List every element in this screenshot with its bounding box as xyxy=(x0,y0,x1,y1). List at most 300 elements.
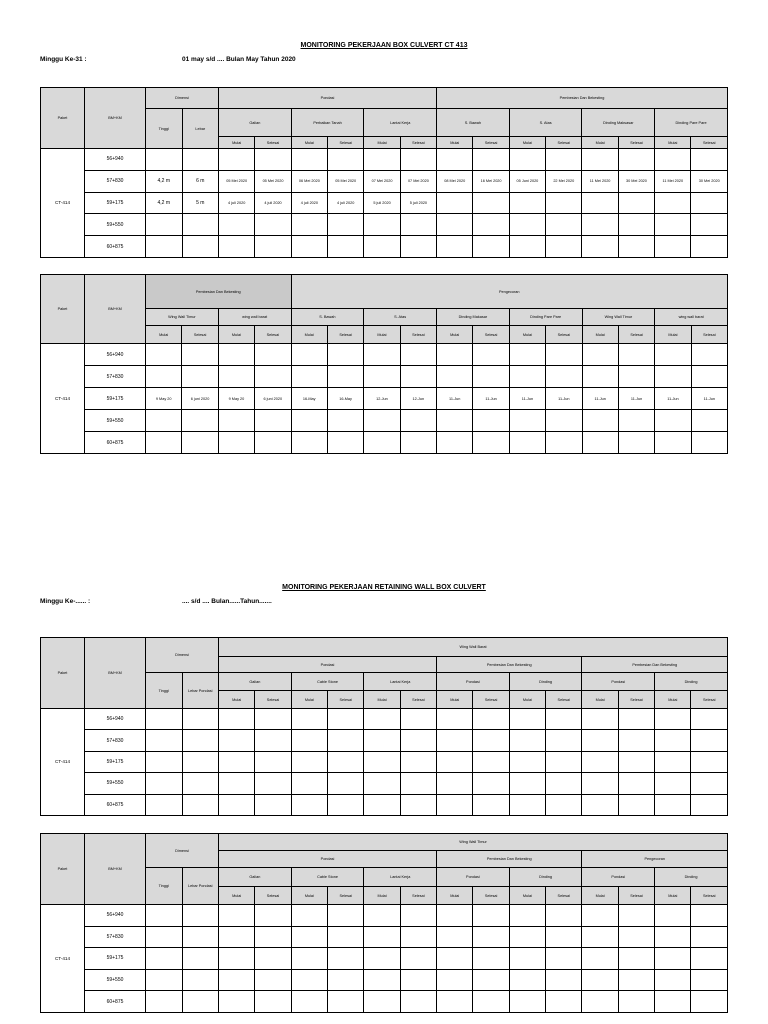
table-cell[interactable]: 30 Mei 2020 xyxy=(691,170,728,192)
table-cell[interactable] xyxy=(255,236,291,258)
table-cell[interactable] xyxy=(582,344,618,366)
table-cell[interactable] xyxy=(146,794,183,815)
table-cell[interactable]: 05 Mei 2020 xyxy=(328,170,364,192)
table-cell[interactable] xyxy=(473,432,509,454)
table-cell[interactable] xyxy=(255,926,291,948)
table-cell[interactable] xyxy=(582,432,618,454)
table-cell[interactable] xyxy=(691,905,728,927)
table-cell[interactable] xyxy=(655,432,691,454)
table-cell[interactable] xyxy=(364,969,400,991)
table-cell[interactable] xyxy=(219,905,255,927)
table-cell[interactable] xyxy=(328,991,364,1013)
table-cell[interactable] xyxy=(437,192,473,214)
table-cell[interactable] xyxy=(182,991,219,1013)
table-cell[interactable] xyxy=(509,794,545,815)
table-cell[interactable] xyxy=(691,948,728,970)
table-cell[interactable] xyxy=(400,751,436,772)
table-cell[interactable] xyxy=(400,730,436,751)
table-cell[interactable] xyxy=(546,926,582,948)
table-cell[interactable] xyxy=(691,344,727,366)
table-cell[interactable] xyxy=(691,432,727,454)
table-cell[interactable]: 6 juni 2020 xyxy=(182,388,218,410)
table-cell[interactable] xyxy=(328,773,364,794)
table-cell[interactable] xyxy=(437,969,473,991)
table-cell[interactable] xyxy=(437,149,473,171)
table-cell[interactable] xyxy=(509,366,545,388)
table-cell[interactable] xyxy=(618,149,654,171)
table-cell[interactable] xyxy=(582,794,618,815)
table-cell[interactable]: 07 Mei 2020 xyxy=(364,170,400,192)
table-cell[interactable] xyxy=(328,926,364,948)
table-cell[interactable] xyxy=(182,730,219,751)
table-cell[interactable] xyxy=(182,905,219,927)
table-cell[interactable] xyxy=(546,236,582,258)
table-cell[interactable] xyxy=(364,730,400,751)
table-cell[interactable] xyxy=(582,751,618,772)
table-cell[interactable] xyxy=(219,709,255,730)
table-cell[interactable] xyxy=(182,948,219,970)
table-cell[interactable]: 5 juli 2020 xyxy=(364,192,400,214)
table-cell[interactable] xyxy=(291,969,327,991)
table-cell[interactable] xyxy=(400,410,436,432)
table-cell[interactable]: 5 m xyxy=(182,192,219,214)
table-cell[interactable] xyxy=(255,773,291,794)
table-cell[interactable] xyxy=(146,730,183,751)
table-cell[interactable] xyxy=(291,751,327,772)
table-cell[interactable] xyxy=(582,730,618,751)
table-cell[interactable] xyxy=(219,926,255,948)
table-cell[interactable] xyxy=(400,905,436,927)
table-cell[interactable] xyxy=(473,149,509,171)
table-cell[interactable] xyxy=(655,366,691,388)
table-cell[interactable] xyxy=(146,410,182,432)
table-cell[interactable]: 08 Mei 2020 xyxy=(437,170,473,192)
table-cell[interactable] xyxy=(291,730,327,751)
table-cell[interactable] xyxy=(582,773,618,794)
table-cell[interactable] xyxy=(509,149,545,171)
table-cell[interactable] xyxy=(327,366,363,388)
table-cell[interactable] xyxy=(364,366,400,388)
table-cell[interactable] xyxy=(437,991,473,1013)
table-cell[interactable] xyxy=(255,948,291,970)
table-cell[interactable] xyxy=(655,192,691,214)
table-cell[interactable]: 11-Jun xyxy=(691,388,727,410)
table-cell[interactable] xyxy=(291,214,327,236)
table-cell[interactable] xyxy=(255,709,291,730)
table-cell[interactable] xyxy=(546,905,582,927)
table-cell[interactable] xyxy=(582,991,618,1013)
table-cell[interactable] xyxy=(400,214,436,236)
table-cell[interactable]: 11-Jun xyxy=(618,388,654,410)
table-cell[interactable]: 11 Mei 2020 xyxy=(655,170,691,192)
table-cell[interactable] xyxy=(546,794,582,815)
table-cell[interactable] xyxy=(437,344,473,366)
table-cell[interactable] xyxy=(146,948,183,970)
table-cell[interactable] xyxy=(291,794,327,815)
table-cell[interactable] xyxy=(146,905,183,927)
table-cell[interactable] xyxy=(691,236,728,258)
table-cell[interactable] xyxy=(182,794,219,815)
table-cell[interactable] xyxy=(328,236,364,258)
table-cell[interactable] xyxy=(182,751,219,772)
table-cell[interactable] xyxy=(691,192,728,214)
table-cell[interactable]: 4 juli 2020 xyxy=(328,192,364,214)
table-cell[interactable] xyxy=(219,948,255,970)
table-cell[interactable] xyxy=(582,948,618,970)
table-cell[interactable] xyxy=(364,236,400,258)
table-cell[interactable] xyxy=(328,905,364,927)
table-cell[interactable] xyxy=(473,991,509,1013)
table-cell[interactable] xyxy=(364,410,400,432)
table-cell[interactable] xyxy=(546,366,582,388)
table-cell[interactable] xyxy=(219,969,255,991)
table-cell[interactable] xyxy=(618,751,654,772)
table-cell[interactable]: 6 juni 2020 xyxy=(255,388,291,410)
table-cell[interactable] xyxy=(182,214,219,236)
table-cell[interactable] xyxy=(473,751,509,772)
table-cell[interactable]: 05 Mei 2020 xyxy=(219,170,255,192)
table-cell[interactable] xyxy=(655,410,691,432)
table-cell[interactable] xyxy=(146,751,183,772)
table-cell[interactable] xyxy=(582,905,618,927)
table-cell[interactable] xyxy=(582,709,618,730)
table-cell[interactable] xyxy=(582,366,618,388)
table-cell[interactable] xyxy=(182,344,218,366)
table-cell[interactable] xyxy=(691,794,728,815)
table-cell[interactable] xyxy=(255,366,291,388)
table-cell[interactable] xyxy=(691,709,728,730)
table-cell[interactable] xyxy=(509,926,545,948)
table-cell[interactable]: 6 m xyxy=(182,170,219,192)
table-cell[interactable] xyxy=(691,991,728,1013)
table-cell[interactable] xyxy=(509,192,545,214)
table-cell[interactable] xyxy=(655,948,691,970)
table-cell[interactable] xyxy=(437,751,473,772)
table-cell[interactable] xyxy=(291,366,327,388)
table-cell[interactable] xyxy=(219,751,255,772)
table-cell[interactable] xyxy=(291,149,327,171)
table-cell[interactable]: 05 Juni 2020 xyxy=(509,170,545,192)
table-cell[interactable] xyxy=(146,236,183,258)
table-cell[interactable] xyxy=(364,926,400,948)
table-cell[interactable] xyxy=(473,905,509,927)
table-cell[interactable]: 4,2 m xyxy=(146,170,183,192)
table-cell[interactable] xyxy=(473,709,509,730)
table-cell[interactable] xyxy=(146,432,182,454)
table-cell[interactable] xyxy=(473,214,509,236)
table-cell[interactable] xyxy=(400,773,436,794)
table-cell[interactable] xyxy=(255,730,291,751)
table-cell[interactable] xyxy=(546,214,582,236)
table-cell[interactable] xyxy=(400,344,436,366)
table-cell[interactable] xyxy=(218,432,254,454)
table-cell[interactable]: 4 juli 2020 xyxy=(219,192,255,214)
table-cell[interactable] xyxy=(291,709,327,730)
table-cell[interactable] xyxy=(437,730,473,751)
table-cell[interactable] xyxy=(255,410,291,432)
table-cell[interactable]: 11-Jun xyxy=(546,388,582,410)
table-cell[interactable] xyxy=(364,709,400,730)
table-cell[interactable] xyxy=(437,432,473,454)
table-cell[interactable] xyxy=(655,149,691,171)
table-cell[interactable] xyxy=(655,969,691,991)
table-cell[interactable] xyxy=(691,969,728,991)
table-cell[interactable] xyxy=(546,709,582,730)
table-cell[interactable] xyxy=(146,773,183,794)
table-cell[interactable] xyxy=(400,149,436,171)
table-cell[interactable] xyxy=(655,236,691,258)
table-cell[interactable] xyxy=(219,214,255,236)
table-cell[interactable] xyxy=(691,149,728,171)
table-cell[interactable] xyxy=(364,773,400,794)
table-cell[interactable] xyxy=(400,948,436,970)
table-cell[interactable] xyxy=(582,236,618,258)
table-cell[interactable] xyxy=(618,432,654,454)
table-cell[interactable] xyxy=(618,905,654,927)
table-cell[interactable] xyxy=(473,730,509,751)
table-cell[interactable] xyxy=(146,149,183,171)
table-cell[interactable] xyxy=(546,410,582,432)
table-cell[interactable] xyxy=(437,366,473,388)
table-cell[interactable] xyxy=(291,773,327,794)
table-cell[interactable]: 11-Jun xyxy=(582,388,618,410)
table-cell[interactable] xyxy=(255,432,291,454)
table-cell[interactable] xyxy=(691,730,728,751)
table-cell[interactable] xyxy=(473,794,509,815)
table-cell[interactable] xyxy=(509,709,545,730)
table-cell[interactable] xyxy=(691,366,727,388)
table-cell[interactable] xyxy=(473,236,509,258)
table-cell[interactable] xyxy=(146,926,183,948)
table-cell[interactable] xyxy=(473,773,509,794)
table-cell[interactable] xyxy=(509,410,545,432)
table-cell[interactable] xyxy=(182,969,219,991)
table-cell[interactable] xyxy=(364,751,400,772)
table-cell[interactable] xyxy=(400,926,436,948)
table-cell[interactable] xyxy=(546,192,582,214)
table-cell[interactable] xyxy=(437,773,473,794)
table-cell[interactable] xyxy=(655,773,691,794)
table-cell[interactable] xyxy=(327,410,363,432)
table-cell[interactable] xyxy=(328,751,364,772)
table-cell[interactable]: 11-Jun xyxy=(655,388,691,410)
table-cell[interactable] xyxy=(618,969,654,991)
table-cell[interactable] xyxy=(400,991,436,1013)
table-cell[interactable] xyxy=(582,926,618,948)
table-cell[interactable]: 05 Mei 2020 xyxy=(255,170,291,192)
table-cell[interactable] xyxy=(364,905,400,927)
table-cell[interactable] xyxy=(655,905,691,927)
table-cell[interactable] xyxy=(618,991,654,1013)
table-cell[interactable] xyxy=(582,969,618,991)
table-cell[interactable]: 16-May xyxy=(291,388,327,410)
table-cell[interactable] xyxy=(364,344,400,366)
table-cell[interactable]: 16-May xyxy=(327,388,363,410)
table-cell[interactable] xyxy=(146,344,182,366)
table-cell[interactable]: 11-Jun xyxy=(509,388,545,410)
table-cell[interactable] xyxy=(364,149,400,171)
table-cell[interactable] xyxy=(509,948,545,970)
table-cell[interactable]: 9 May 20 xyxy=(218,388,254,410)
table-cell[interactable] xyxy=(618,192,654,214)
table-cell[interactable] xyxy=(328,149,364,171)
table-cell[interactable] xyxy=(509,344,545,366)
table-cell[interactable] xyxy=(618,410,654,432)
table-cell[interactable] xyxy=(255,991,291,1013)
table-cell[interactable] xyxy=(327,344,363,366)
table-cell[interactable] xyxy=(691,773,728,794)
table-cell[interactable] xyxy=(691,751,728,772)
table-cell[interactable] xyxy=(691,214,728,236)
table-cell[interactable] xyxy=(618,926,654,948)
table-cell[interactable] xyxy=(255,794,291,815)
table-cell[interactable] xyxy=(364,214,400,236)
table-cell[interactable]: 11-Jun xyxy=(437,388,473,410)
table-cell[interactable] xyxy=(546,432,582,454)
table-cell[interactable] xyxy=(618,214,654,236)
table-cell[interactable] xyxy=(691,926,728,948)
table-cell[interactable]: 07 Mei 2020 xyxy=(400,170,436,192)
table-cell[interactable] xyxy=(182,236,219,258)
table-cell[interactable] xyxy=(618,948,654,970)
table-cell[interactable] xyxy=(618,794,654,815)
table-cell[interactable] xyxy=(146,991,183,1013)
table-cell[interactable] xyxy=(400,709,436,730)
table-cell[interactable] xyxy=(473,192,509,214)
table-cell[interactable] xyxy=(546,991,582,1013)
table-cell[interactable] xyxy=(400,969,436,991)
table-cell[interactable]: 11-Jun xyxy=(473,388,509,410)
table-cell[interactable] xyxy=(618,773,654,794)
table-cell[interactable] xyxy=(437,410,473,432)
table-cell[interactable] xyxy=(618,709,654,730)
table-cell[interactable]: 06 Mei 2020 xyxy=(291,170,327,192)
table-cell[interactable] xyxy=(546,948,582,970)
table-cell[interactable] xyxy=(546,969,582,991)
table-cell[interactable] xyxy=(182,410,218,432)
table-cell[interactable] xyxy=(691,410,727,432)
table-cell[interactable] xyxy=(546,730,582,751)
table-cell[interactable] xyxy=(582,214,618,236)
table-cell[interactable] xyxy=(655,730,691,751)
table-cell[interactable] xyxy=(146,709,183,730)
table-cell[interactable] xyxy=(509,773,545,794)
table-cell[interactable]: 9 May 20 xyxy=(146,388,182,410)
table-cell[interactable] xyxy=(655,214,691,236)
table-cell[interactable] xyxy=(509,214,545,236)
table-cell[interactable] xyxy=(618,730,654,751)
table-cell[interactable]: 4,2 m xyxy=(146,192,183,214)
table-cell[interactable] xyxy=(582,410,618,432)
table-cell[interactable] xyxy=(509,991,545,1013)
table-cell[interactable] xyxy=(546,344,582,366)
table-cell[interactable] xyxy=(655,926,691,948)
table-cell[interactable] xyxy=(473,410,509,432)
table-cell[interactable] xyxy=(328,969,364,991)
table-cell[interactable] xyxy=(182,149,219,171)
table-cell[interactable] xyxy=(582,149,618,171)
table-cell[interactable] xyxy=(364,432,400,454)
table-cell[interactable] xyxy=(219,236,255,258)
table-cell[interactable] xyxy=(182,926,219,948)
table-cell[interactable] xyxy=(400,366,436,388)
table-cell[interactable] xyxy=(437,926,473,948)
table-cell[interactable] xyxy=(291,991,327,1013)
table-cell[interactable] xyxy=(582,192,618,214)
table-cell[interactable] xyxy=(328,709,364,730)
table-cell[interactable] xyxy=(437,214,473,236)
table-cell[interactable] xyxy=(437,236,473,258)
table-cell[interactable] xyxy=(618,366,654,388)
table-cell[interactable] xyxy=(255,344,291,366)
table-cell[interactable] xyxy=(328,214,364,236)
table-cell[interactable] xyxy=(400,794,436,815)
table-cell[interactable] xyxy=(437,794,473,815)
table-cell[interactable] xyxy=(327,432,363,454)
table-cell[interactable] xyxy=(437,709,473,730)
table-cell[interactable] xyxy=(618,344,654,366)
table-cell[interactable] xyxy=(473,366,509,388)
table-cell[interactable] xyxy=(473,344,509,366)
table-cell[interactable] xyxy=(255,751,291,772)
table-cell[interactable] xyxy=(546,773,582,794)
table-cell[interactable]: 22 Mei 2020 xyxy=(546,170,582,192)
table-cell[interactable] xyxy=(618,236,654,258)
table-cell[interactable]: 30 Mei 2020 xyxy=(618,170,654,192)
table-cell[interactable] xyxy=(219,773,255,794)
table-cell[interactable]: 12-Jun xyxy=(364,388,400,410)
table-cell[interactable] xyxy=(255,214,291,236)
table-cell[interactable] xyxy=(328,794,364,815)
table-cell[interactable]: 16 Mei 2020 xyxy=(473,170,509,192)
table-cell[interactable] xyxy=(437,948,473,970)
table-cell[interactable]: 4 juli 2020 xyxy=(255,192,291,214)
table-cell[interactable]: 5 juli 2020 xyxy=(400,192,436,214)
table-cell[interactable] xyxy=(364,948,400,970)
table-cell[interactable] xyxy=(655,344,691,366)
table-cell[interactable] xyxy=(219,730,255,751)
table-cell[interactable] xyxy=(509,432,545,454)
table-cell[interactable] xyxy=(291,236,327,258)
table-cell[interactable] xyxy=(146,366,182,388)
table-cell[interactable] xyxy=(364,794,400,815)
table-cell[interactable] xyxy=(509,905,545,927)
table-cell[interactable] xyxy=(328,948,364,970)
table-cell[interactable] xyxy=(255,905,291,927)
table-cell[interactable]: 11 Mei 2020 xyxy=(582,170,618,192)
table-cell[interactable] xyxy=(546,751,582,772)
table-cell[interactable] xyxy=(291,905,327,927)
table-cell[interactable] xyxy=(182,366,218,388)
table-cell[interactable] xyxy=(509,730,545,751)
table-cell[interactable] xyxy=(182,773,219,794)
table-cell[interactable] xyxy=(146,214,183,236)
table-cell[interactable] xyxy=(328,730,364,751)
table-cell[interactable] xyxy=(655,709,691,730)
table-cell[interactable] xyxy=(146,969,183,991)
table-cell[interactable] xyxy=(509,751,545,772)
table-cell[interactable] xyxy=(182,432,218,454)
table-cell[interactable] xyxy=(655,991,691,1013)
table-cell[interactable] xyxy=(473,969,509,991)
table-cell[interactable] xyxy=(400,236,436,258)
table-cell[interactable] xyxy=(218,410,254,432)
table-cell[interactable] xyxy=(255,149,291,171)
table-cell[interactable] xyxy=(473,926,509,948)
table-cell[interactable] xyxy=(655,794,691,815)
table-cell[interactable] xyxy=(291,410,327,432)
table-cell[interactable] xyxy=(291,948,327,970)
